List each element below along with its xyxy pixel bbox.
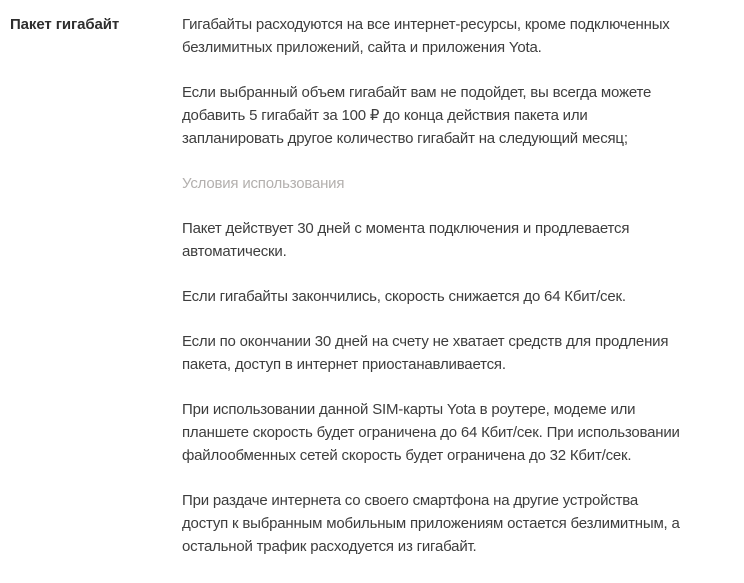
body-paragraph: Если выбранный объем гигабайт вам не подойдет, вы всегда можете добавить 5 гигабайт за 100 ₽ до конца действия пакета или запланировать другое количество гигабайт на следующий месяц; <box>182 84 652 147</box>
body-paragraph: Если по окончании 30 дней на счету не хватает средств для продления пакета, доступ в интернет приостанавливается. <box>182 333 669 373</box>
body-paragraph: Гигабайты расходуются на все интернет-ресурсы, кроме подключенных безлимитных приложений, сайта и приложения Yota. <box>182 16 670 56</box>
body-paragraph: При раздаче интернета со своего смартфона на другие устройства доступ к выбранным мобильным приложениям остается безлимитным, а остальной трафик расходуется из гигабайт. <box>182 492 680 555</box>
body-paragraph: Если гигабайты закончились, скорость снижается до 64 Кбит/сек. <box>182 288 626 305</box>
terms-subheading: Условия использования <box>182 175 345 192</box>
row-label-column <box>10 13 182 36</box>
row-content-column <box>182 13 684 580</box>
body-paragraph: Пакет действует 30 дней с момента подключения и продлевается автоматически. <box>182 220 630 260</box>
body-paragraph: При использовании данной SIM-карты Yota в роутере, модеме или планшете скорость будет ограничена до 64 Кбит/сек. При использовании файлообменных сетей скорость будет ограничена до 32 Кбит/сек. <box>182 401 680 464</box>
package-label: Пакет гигабайт <box>10 16 120 33</box>
